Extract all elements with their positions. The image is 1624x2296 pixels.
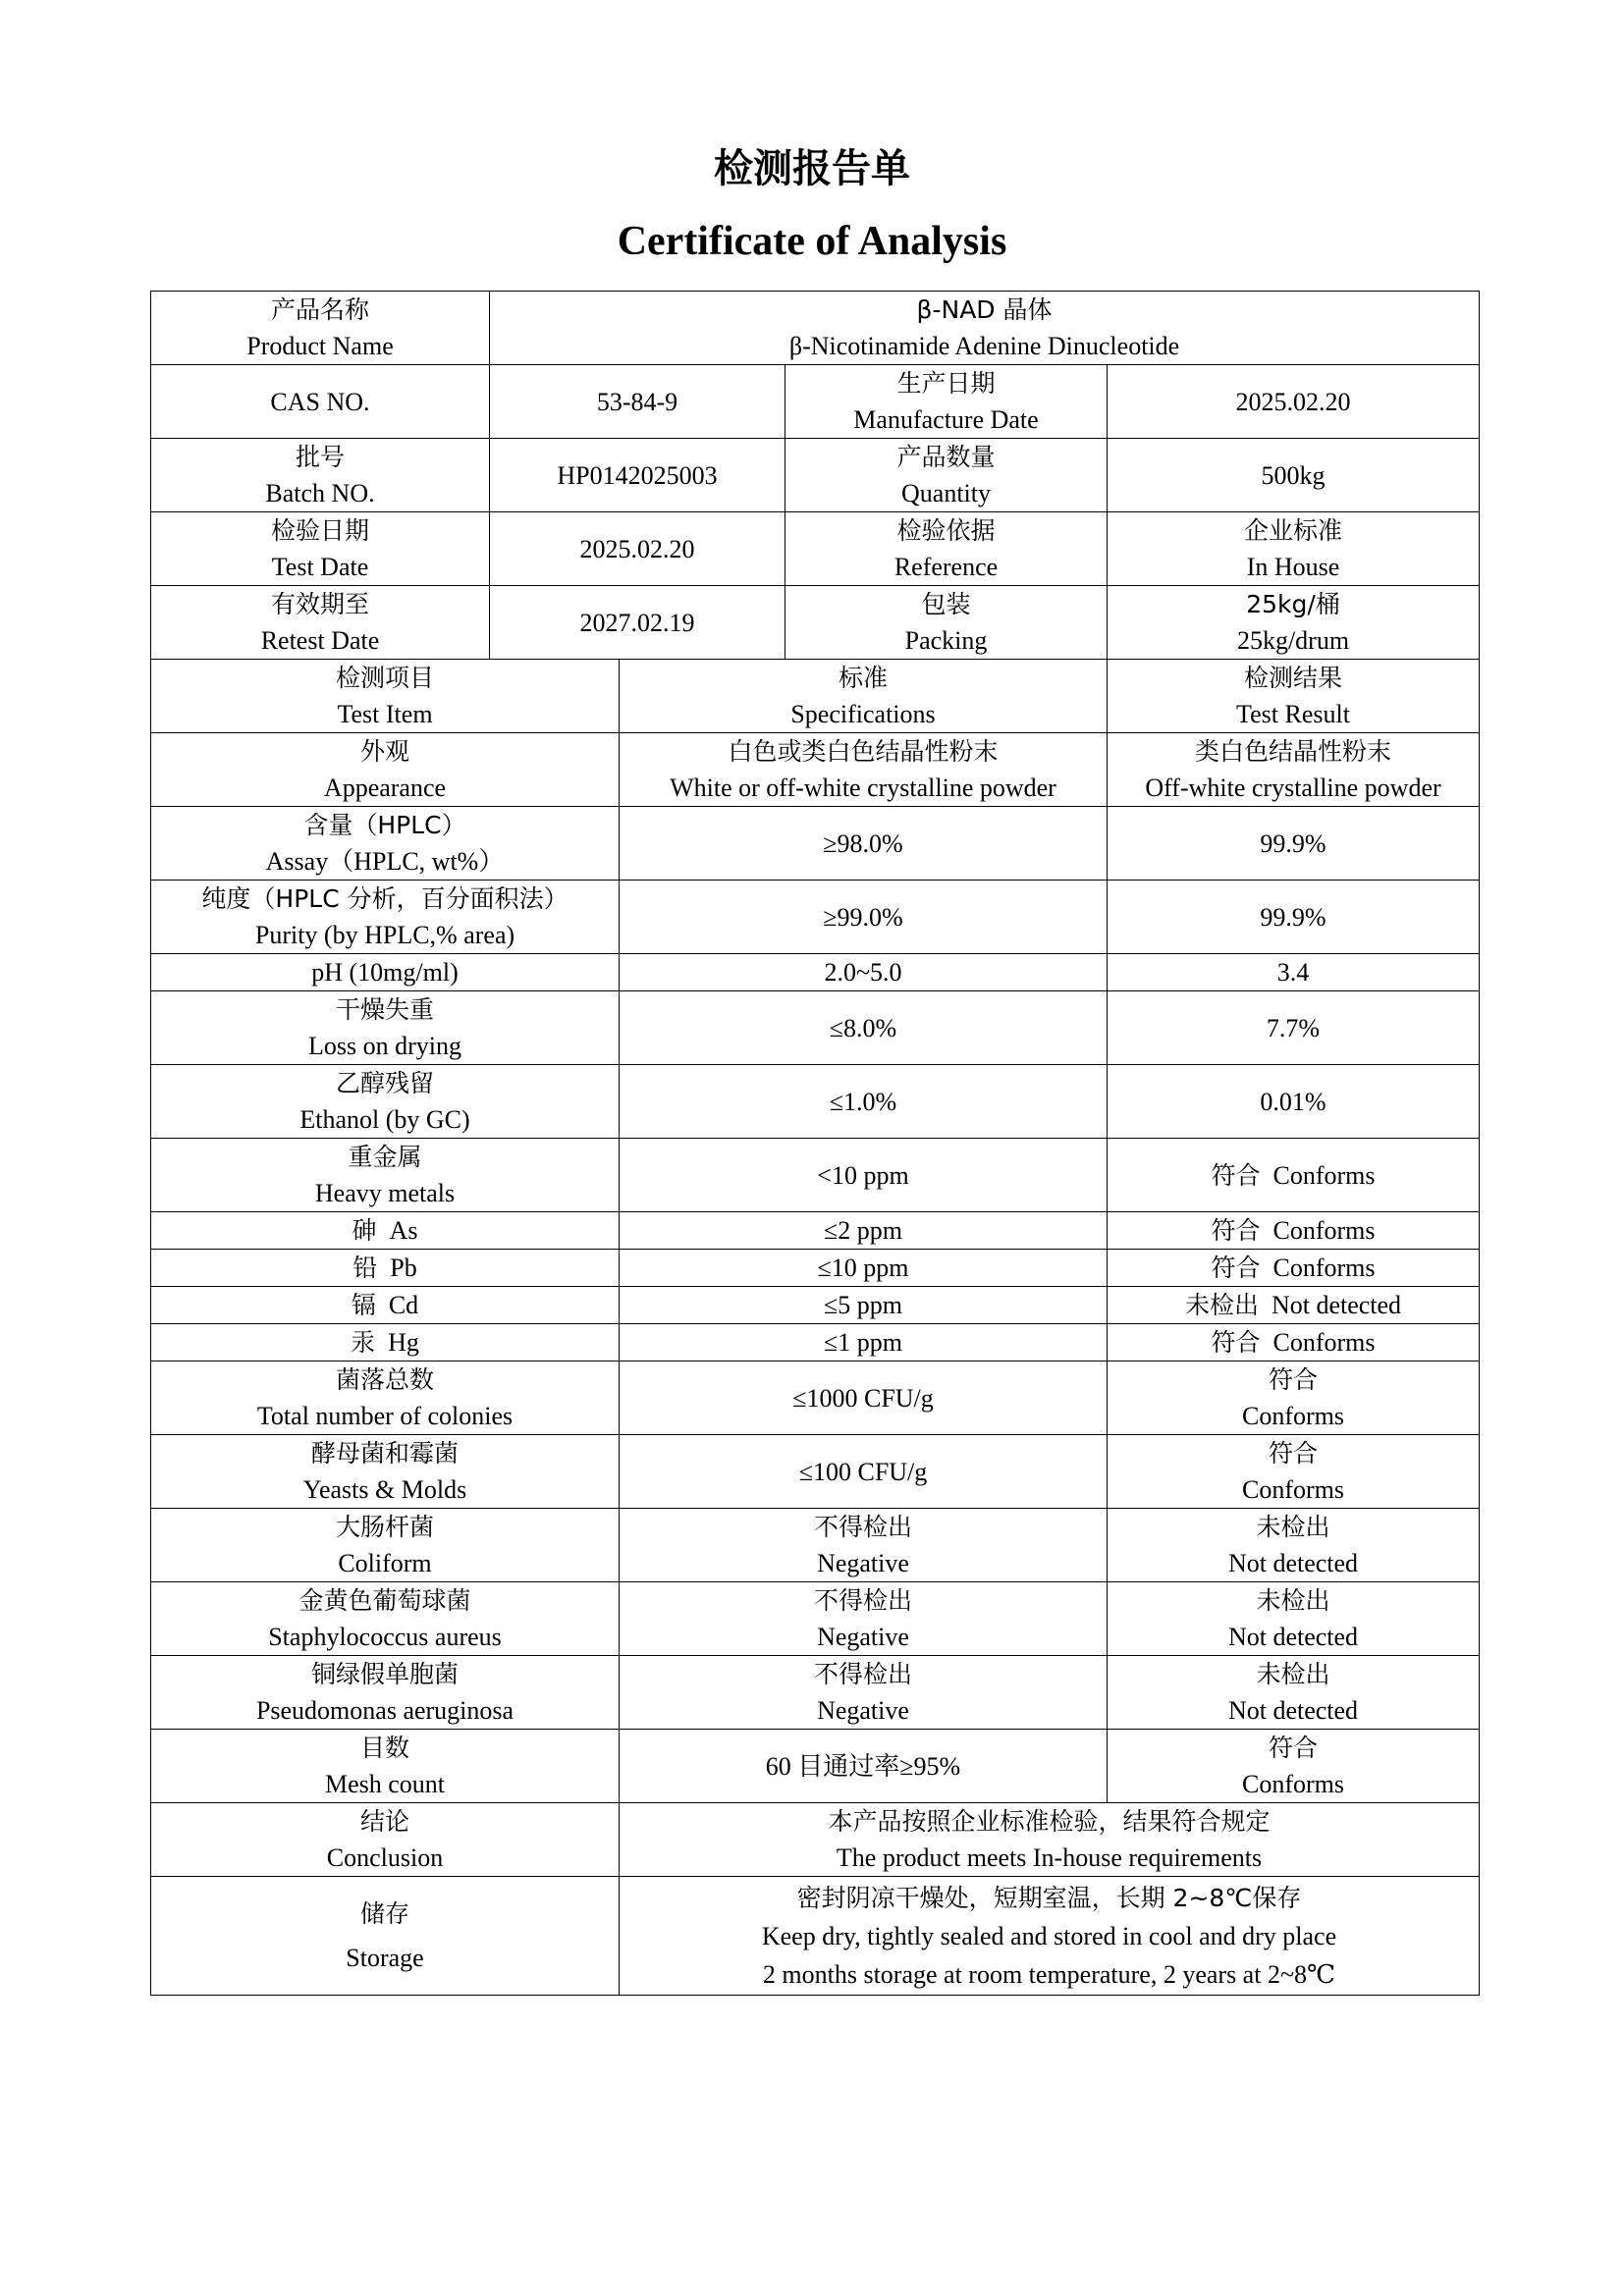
- test-item-cell: 乙醇残留 Ethanol (by GC): [151, 1065, 620, 1139]
- test-item-cell: 汞 Hg: [151, 1324, 620, 1362]
- product-name-label: 产品名称 Product Name: [151, 292, 490, 365]
- test-item-header: 检测项目 Test Item: [151, 660, 620, 733]
- results-header-row: [151, 660, 1480, 733]
- table-row: [151, 991, 1480, 1065]
- table-row: [151, 1730, 1480, 1803]
- result-cell: 类白色结晶性粉末 Off-white crystalline powder: [1108, 733, 1480, 807]
- retest-date-value: 2027.02.19: [490, 586, 785, 660]
- document-title-cn: 检测报告单: [714, 146, 910, 191]
- specification-cell: 不得检出 Negative: [620, 1582, 1108, 1656]
- test-item-cell: 含量（HPLC） Assay（HPLC, wt%）: [151, 807, 620, 881]
- test-item-cell: 菌落总数 Total number of colonies: [151, 1362, 620, 1435]
- specification-cell: ≥99.0%: [620, 881, 1108, 954]
- specification-cell: 60 目通过率≥95%: [620, 1730, 1108, 1803]
- batch-value: HP0142025003: [490, 439, 785, 512]
- specification-cell: 2.0~5.0: [620, 954, 1108, 991]
- test-item-cell: 酵母菌和霉菌 Yeasts & Molds: [151, 1435, 620, 1509]
- specification-cell: ≤1 ppm: [620, 1324, 1108, 1362]
- specification-cell: ≤5 ppm: [620, 1287, 1108, 1324]
- conclusion-value: 本产品按照企业标准检验，结果符合规定 The product meets In-house requirements: [620, 1803, 1480, 1877]
- result-cell: 未检出 Not detected: [1108, 1509, 1480, 1582]
- storage-label: 储存 Storage: [151, 1877, 620, 1996]
- result-cell: 未检出 Not detected: [1108, 1287, 1480, 1324]
- specification-cell: ≥98.0%: [620, 807, 1108, 881]
- conclusion-label: 结论 Conclusion: [151, 1803, 620, 1877]
- table-row: [151, 733, 1480, 807]
- table-row: [151, 1250, 1480, 1287]
- table-row: [151, 1212, 1480, 1250]
- test-item-cell: 铅 Pb: [151, 1250, 620, 1287]
- quantity-value: 500kg: [1108, 439, 1480, 512]
- test-item-cell: 干燥失重 Loss on drying: [151, 991, 620, 1065]
- manufacture-date-value: 2025.02.20: [1108, 365, 1480, 439]
- reference-value: 企业标准 In House: [1108, 512, 1480, 586]
- table-row: [151, 1362, 1480, 1435]
- table-row: [151, 954, 1480, 991]
- retest-date-row: [151, 586, 1480, 660]
- specification-cell: ≤10 ppm: [620, 1250, 1108, 1287]
- test-item-cell: 外观 Appearance: [151, 733, 620, 807]
- packing-label: 包装 Packing: [785, 586, 1108, 660]
- batch-label: 批号 Batch NO.: [151, 439, 490, 512]
- table-row: [151, 1509, 1480, 1582]
- test-date-label: 检验日期 Test Date: [151, 512, 490, 586]
- result-cell: 未检出 Not detected: [1108, 1582, 1480, 1656]
- result-cell: 7.7%: [1108, 991, 1480, 1065]
- specification-cell: ≤1.0%: [620, 1065, 1108, 1139]
- result-cell: 99.9%: [1108, 881, 1480, 954]
- product-name-value: β-NAD 晶体 β-Nicotinamide Adenine Dinucleotide: [490, 292, 1480, 365]
- specification-cell: <10 ppm: [620, 1139, 1108, 1212]
- table-row: [151, 1287, 1480, 1324]
- test-results-table: [150, 659, 1480, 1996]
- test-item-cell: 金黄色葡萄球菌 Staphylococcus aureus: [151, 1582, 620, 1656]
- table-row: [151, 1656, 1480, 1730]
- specifications-header: 标准 Specifications: [620, 660, 1108, 733]
- result-cell: 符合 Conforms: [1108, 1212, 1480, 1250]
- product-name-row: [151, 292, 1480, 365]
- table-row: [151, 807, 1480, 881]
- result-cell: 符合 Conforms: [1108, 1250, 1480, 1287]
- test-item-cell: 铜绿假单胞菌 Pseudomonas aeruginosa: [151, 1656, 620, 1730]
- result-cell: 符合 Conforms: [1108, 1435, 1480, 1509]
- conclusion-row: [151, 1803, 1480, 1877]
- specification-cell: ≤8.0%: [620, 991, 1108, 1065]
- table-row: [151, 1582, 1480, 1656]
- specification-cell: ≤1000 CFU/g: [620, 1362, 1108, 1435]
- test-item-cell: 砷 As: [151, 1212, 620, 1250]
- specification-cell: 白色或类白色结晶性粉末 White or off-white crystalline powder: [620, 733, 1108, 807]
- quantity-label: 产品数量 Quantity: [785, 439, 1108, 512]
- specification-cell: 不得检出 Negative: [620, 1509, 1108, 1582]
- table-row: [151, 1435, 1480, 1509]
- reference-label: 检验依据 Reference: [785, 512, 1108, 586]
- specification-cell: ≤100 CFU/g: [620, 1435, 1108, 1509]
- result-cell: 未检出 Not detected: [1108, 1656, 1480, 1730]
- cas-row: [151, 365, 1480, 439]
- test-item-cell: pH (10mg/ml): [151, 954, 620, 991]
- result-cell: 符合 Conforms: [1108, 1362, 1480, 1435]
- product-info-table: [150, 291, 1480, 660]
- result-cell: 符合 Conforms: [1108, 1324, 1480, 1362]
- table-row: [151, 1324, 1480, 1362]
- test-item-cell: 镉 Cd: [151, 1287, 620, 1324]
- cas-value: 53-84-9: [490, 365, 785, 439]
- result-cell: 符合 Conforms: [1108, 1730, 1480, 1803]
- test-date-value: 2025.02.20: [490, 512, 785, 586]
- test-item-cell: 重金属 Heavy metals: [151, 1139, 620, 1212]
- result-cell: 0.01%: [1108, 1065, 1480, 1139]
- result-cell: 3.4: [1108, 954, 1480, 991]
- packing-value: 25kg/桶 25kg/drum: [1108, 586, 1480, 660]
- table-row: [151, 1065, 1480, 1139]
- batch-row: [151, 439, 1480, 512]
- test-date-row: [151, 512, 1480, 586]
- storage-value: 密封阴凉干燥处，短期室温，长期 2~8℃保存 Keep dry, tightly sealed and stored in cool and dry place 2 months storage at room temperature, 2 years at 2~8℃: [620, 1877, 1480, 1996]
- manufacture-date-label: 生产日期 Manufacture Date: [785, 365, 1108, 439]
- cas-label: CAS NO.: [151, 365, 490, 439]
- table-row: [151, 881, 1480, 954]
- table-row: [151, 1139, 1480, 1212]
- specification-cell: 不得检出 Negative: [620, 1656, 1108, 1730]
- test-item-cell: 纯度（HPLC 分析，百分面积法） Purity (by HPLC,% area): [151, 881, 620, 954]
- result-cell: 符合 Conforms: [1108, 1139, 1480, 1212]
- document-title-en: Certificate of Analysis: [617, 219, 1007, 264]
- result-cell: 99.9%: [1108, 807, 1480, 881]
- storage-row: [151, 1877, 1480, 1996]
- specification-cell: ≤2 ppm: [620, 1212, 1108, 1250]
- test-item-cell: 大肠杆菌 Coliform: [151, 1509, 620, 1582]
- test-result-header: 检测结果 Test Result: [1108, 660, 1480, 733]
- test-item-cell: 目数 Mesh count: [151, 1730, 620, 1803]
- retest-date-label: 有效期至 Retest Date: [151, 586, 490, 660]
